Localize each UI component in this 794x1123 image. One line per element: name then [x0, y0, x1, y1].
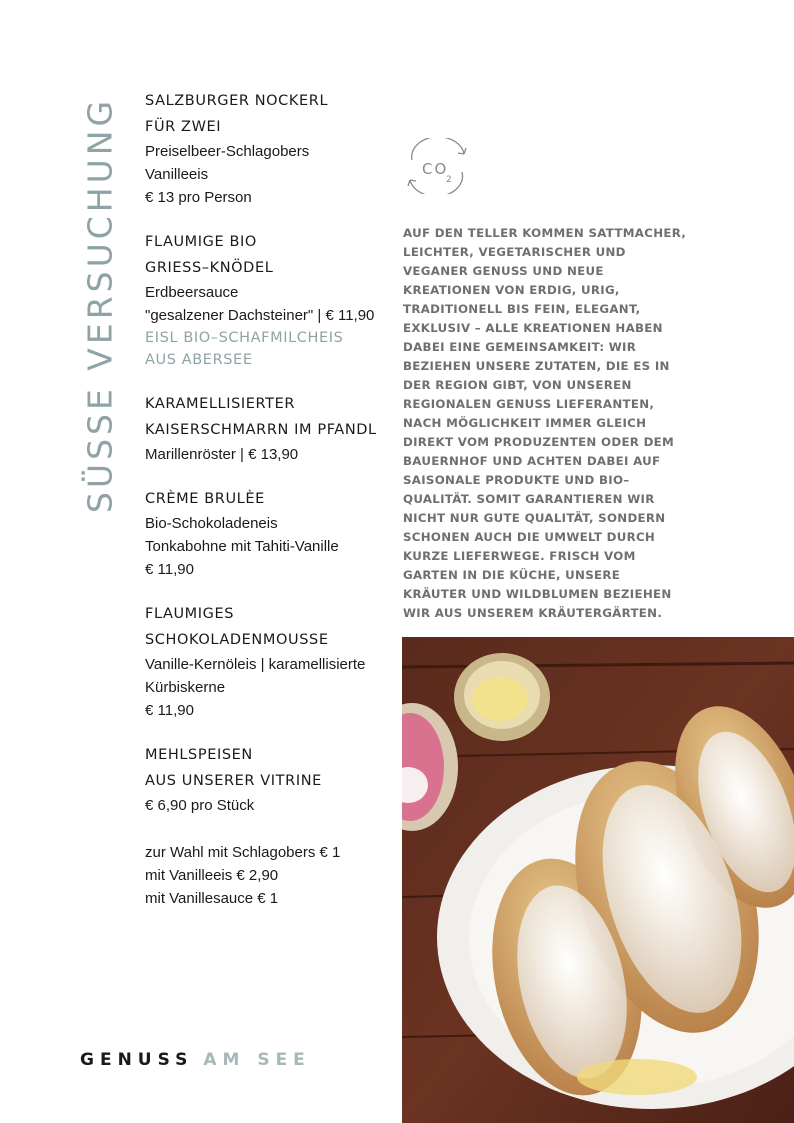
- menu-item-title: FLAUMIGE BIO: [145, 234, 257, 250]
- menu-extras: [145, 841, 400, 910]
- menu-item: [145, 229, 400, 371]
- menu-item-line: Bio-Schokoladeneis: [145, 515, 278, 532]
- extra-option: mit Vanillesauce € 1: [145, 890, 279, 907]
- menu-item-line: Vanille-Kernöleis | karamellisierte: [145, 656, 366, 673]
- menu-item-price: "gesalzener Dachsteiner" | € 11,90: [145, 307, 375, 324]
- menu-item: [145, 742, 400, 817]
- menu-item-price: € 6,90 pro Stück: [145, 797, 255, 814]
- menu-item-accent: EISL BIO–SCHAFMILCHEIS: [145, 330, 344, 346]
- extra-option: mit Vanilleeis € 2,90: [145, 867, 279, 884]
- menu-item-title: KAISERSCHMARRN IM PFANDL: [145, 422, 377, 438]
- menu-item-title: FLAUMIGES: [145, 606, 235, 622]
- co2-cycle-icon: [402, 138, 472, 194]
- menu-item: [145, 486, 400, 581]
- side-title-text: SÜSSE VERSUCHUNG: [80, 96, 120, 514]
- menu-item-title: GRIESS–KNÖDEL: [145, 260, 274, 276]
- menu-item-line: Preiselbeer-Schlagobers: [145, 143, 310, 160]
- menu-item-title: KARAMELLISIERTER: [145, 396, 296, 412]
- co2-label: CO: [422, 160, 449, 178]
- menu-item-price: € 11,90: [145, 561, 194, 578]
- side-title: [80, 90, 120, 520]
- co2-subscript: 2: [446, 175, 452, 185]
- menu-item-title: MEHLSPEISEN: [145, 747, 253, 763]
- menu-item: [145, 601, 400, 722]
- menu-item-price: Marillenröster | € 13,90: [145, 446, 299, 463]
- menu-item-line: Kürbiskerne: [145, 679, 226, 696]
- menu-item-line: Erdbeersauce: [145, 284, 239, 301]
- menu-item-title: CRÈME BRULÈE: [145, 491, 265, 507]
- menu-item-title: FÜR ZWEI: [145, 119, 222, 135]
- extra-option: zur Wahl mit Schlagobers € 1: [145, 844, 341, 861]
- menu-list: [145, 88, 400, 910]
- menu-item: [145, 391, 400, 466]
- menu-item-accent: AUS ABERSEE: [145, 352, 253, 368]
- menu-item-price: € 11,90: [145, 702, 194, 719]
- brand-part-2: AM SEE: [203, 1050, 311, 1070]
- menu-item-title: SALZBURGER NOCKERL: [145, 93, 329, 109]
- sustainability-text: AUF DEN TELLER KOMMEN SATTMACHER, LEICHTER, VEGETARISCHER UND VEGANER GENUSS UND NEUE KREATIONEN VON ERDIG, URIG, TRADITIONELL BIS FEIN, ELEGANT, EXKLUSIV – ALLE KREATIONEN HABEN DABEI EINE GEMEINSAMKEIT: WIR BEZIEHEN UNSERE ZUTATEN, DIE ES IN DER REGION GIBT, VON UNSEREN REGIONALEN GENUSS LIEFERANTEN, NACH MÖGLICHKEIT IMMER GLEICH DIREKT VOM PRODUZENTEN ODER DEM BAUERNHOF UND ACHTEN DABEI AUF SAISONALE PRODUKTE UND BIO–QUALITÄT. SOMIT GARANTIEREN WIR NICHT NUR GUTE QUALITÄT, SONDERN SCHONEN AUCH DIE UMWELT DURCH KURZE LIEFERWEGE. FRISCH VOM GARTEN IN DIE KÜCHE, UNSERE KRÄUTER UND WILDBLUMEN BEZIEHEN WIR AUS UNSEREM KRÄUTERGÄRTEN.: [403, 226, 687, 620]
- menu-item-price: € 13 pro Person: [145, 189, 252, 206]
- menu-item: [145, 88, 400, 209]
- menu-item-line: Vanilleeis: [145, 166, 209, 183]
- dessert-photo: [402, 637, 794, 1123]
- menu-item-title: SCHOKOLADENMOUSSE: [145, 632, 329, 648]
- brand-logo: [80, 1050, 311, 1070]
- menu-item-line: Tonkabohne mit Tahiti-Vanille: [145, 538, 339, 555]
- menu-item-title: AUS UNSERER VITRINE: [145, 773, 322, 789]
- brand-part-1: GENUSS: [80, 1050, 194, 1070]
